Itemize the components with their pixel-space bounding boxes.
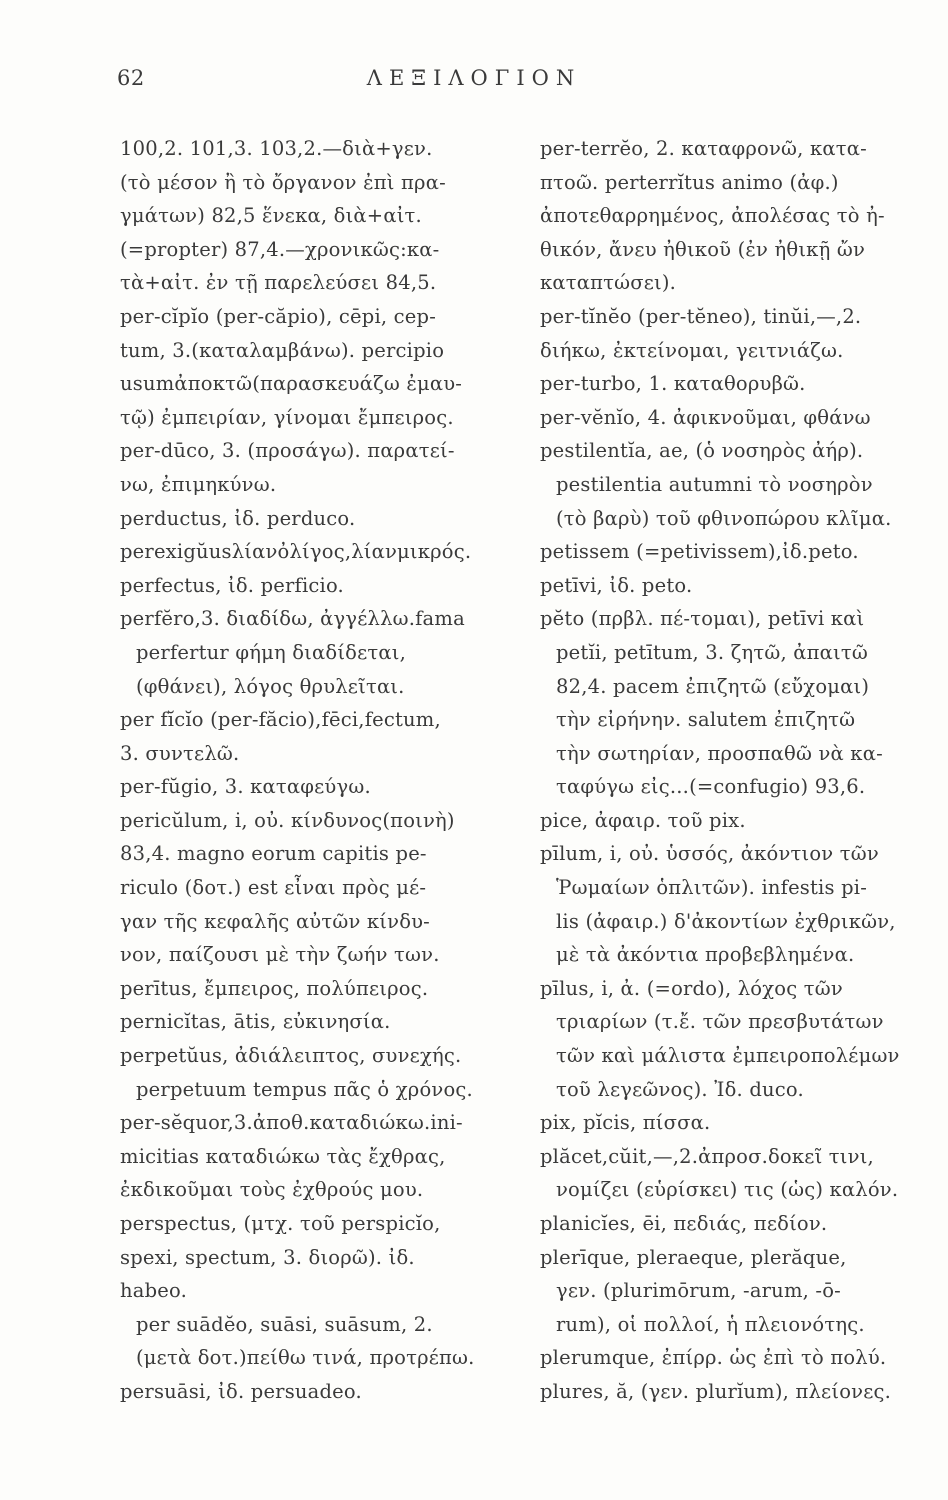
dictionary-line: (=propter) 87,4.—χρονικῶς:κα-	[120, 237, 440, 261]
dictionary-line: per-dūco, 3. (προσάγω). παρατεί-	[120, 439, 455, 463]
dictionary-line: ταφύγω εἰς...(=confugio) 93,6.	[556, 775, 866, 799]
dictionary-line: riculo (δοτ.) est εἶναι πρὸς μέ-	[120, 876, 427, 900]
dictionary-line: pĕto (πρβλ. πέ-τομαι), petīvi καὶ	[540, 607, 865, 631]
running-title: ΛΕΞΙΛΟΓΙΟΝ	[366, 66, 582, 90]
dictionary-line: pestilentia autumni τὸ νοσηρὸν	[556, 472, 873, 496]
dictionary-line: per-turbo, 1. καταθορυβῶ.	[540, 372, 806, 396]
dictionary-line: πτοῶ. perterrĭtus animo (ἀφ.)	[540, 170, 839, 194]
dictionary-line: plăcet,cŭit,—,2.ἀπροσ.δοκεῖ τινι,	[540, 1144, 874, 1168]
dictionary-line: perītus, ἔμπειρος, πολύπειρος.	[120, 976, 429, 1000]
dictionary-line: pix, pĭcis, πίσσα.	[540, 1111, 711, 1135]
dictionary-line: perpetŭus, ἀδιάλειπτος, συνεχής.	[120, 1044, 462, 1068]
dictionary-line: pericŭlum, i, οὐ. κίνδυνος(ποινὴ)	[120, 808, 455, 832]
dictionary-line: persuāsi, ἰδ. persuadeo.	[120, 1379, 362, 1403]
dictionary-line: micitias καταδιώκω τὰς ἔχθρας,	[120, 1144, 446, 1168]
dictionary-line: (μετὰ δοτ.)πείθω τινά, προτρέπω.	[136, 1346, 475, 1370]
dictionary-line: spexi, spectum, 3. διορῶ). ἰδ.	[120, 1245, 415, 1269]
dictionary-line: planicĭes, ēi, πεδιάς, πεδίον.	[540, 1212, 828, 1235]
left-column	[120, 132, 516, 1409]
dictionary-line: ἀποτεθαρρημένος, ἀπολέσας τὸ ἠ-	[540, 204, 885, 228]
right-column	[540, 132, 938, 1409]
dictionary-line: pernicĭtas, ātis, εὐκινησία.	[120, 1010, 391, 1034]
dictionary-line: νον, παίζουσι μὲ τὴν ζωήν των.	[120, 943, 440, 967]
dictionary-line: pīlum, i, οὐ. ὑσσός, ἀκόντιον τῶν	[540, 842, 879, 866]
dictionary-line: habeo.	[120, 1279, 188, 1303]
page-header	[0, 66, 948, 96]
dictionary-line: per-tĭnĕo (per-tĕneo), tinŭi,—,2.	[540, 304, 862, 328]
dictionary-line: per fĭcĭo (per-făcio),fēci,fectum,	[120, 708, 441, 732]
dictionary-line: pestilentĭa, ae, (ὁ νοσηρὸς ἀήρ).	[540, 439, 864, 463]
dictionary-line: νω, ἐπιμηκύνω.	[120, 472, 277, 496]
dictionary-line: τοῦ λεγεῶνος). Ἰδ. duco.	[556, 1077, 804, 1101]
dictionary-line: petissem (=petivissem),ἰδ.peto.	[540, 540, 859, 564]
dictionary-line: petĭi, petītum, 3. ζητῶ, ἀπαιτῶ	[556, 640, 868, 664]
dictionary-line: tum, 3.(καταλαμβάνω). percipio	[120, 338, 445, 362]
dictionary-line: perductus, ἰδ. perduco.	[120, 506, 356, 530]
dictionary-line: τὴν εἰρήνην. salutem ἐπιζητῶ	[556, 708, 856, 732]
dictionary-line: (φθάνει), λόγος θρυλεῖται.	[136, 674, 405, 698]
dictionary-line: διήκω, ἐκτείνομαι, γειτνιάζω.	[540, 338, 844, 362]
dictionary-line: τῷ) ἐμπειρίαν, γίνομαι ἔμπειρος.	[120, 405, 454, 429]
dictionary-line: lis (ἀφαιρ.) δ'ἀκοντίων ἐχθρικῶν,	[556, 909, 896, 933]
dictionary-line: τὴν σωτηρίαν, προσπαθῶ νὰ κα-	[556, 741, 883, 765]
dictionary-line: per-fŭgio, 3. καταφεύγω.	[120, 775, 371, 799]
dictionary-line: rum), οἱ πολλοί, ἡ πλειονότης.	[556, 1312, 865, 1336]
dictionary-line: pice, ἀφαιρ. τοῦ pix.	[540, 808, 746, 832]
dictionary-line: 100,2. 101,3. 103,2.—διὰ+γεν.	[120, 137, 433, 160]
dictionary-line: per-terrĕo, 2. καταφρονῶ, κατα-	[540, 137, 867, 160]
dictionary-line: usumἀποκτῶ(παρασκευάζω ἐμαυ-	[120, 372, 463, 396]
dictionary-line: petīvi, ἰδ. peto.	[540, 573, 693, 597]
dictionary-line: plerīque, pleraeque, plerăque,	[540, 1245, 847, 1269]
dictionary-line: plerumque, ἐπίρρ. ὡς ἐπὶ τὸ πολύ.	[540, 1346, 887, 1370]
dictionary-line: ἐκδικοῦμαι τοὺς ἐχθρούς μου.	[120, 1178, 424, 1202]
dictionary-line: καταπτώσει).	[540, 271, 677, 295]
dictionary-line: per-sĕquor,3.ἀποθ.καταδιώκω.ini-	[120, 1111, 463, 1135]
dictionary-line: per suādĕo, suāsi, suāsum, 2.	[136, 1312, 433, 1336]
dictionary-line: θικόν, ἄνευ ἠθικοῦ (ἐν ἠθικῇ ὤν	[540, 237, 866, 261]
dictionary-line: perexigŭusλίανὀλίγος,λίανμικρός.	[120, 540, 472, 564]
dictionary-line: γεν. (plurimōrum, -arum, -ō-	[556, 1279, 841, 1303]
dictionary-line: pīlus, i, ἀ. (=ordo), λόχος τῶν	[540, 976, 843, 1000]
dictionary-line: γαν τῆς κεφαλῆς αὐτῶν κίνδυ-	[120, 909, 430, 933]
dictionary-line: (τὸ μέσον ἢ τὸ ὄργανον ἐπὶ πρα-	[120, 170, 446, 194]
dictionary-line: perpetuum tempus πᾶς ὁ χρόνος.	[136, 1077, 473, 1101]
dictionary-line: μὲ τὰ ἀκόντια προβεβλημένα.	[556, 943, 855, 967]
dictionary-line: Ῥωμαίων ὁπλιτῶν). infestis pi-	[556, 876, 868, 900]
dictionary-line: plures, ă, (γεν. plurĭum), πλείονες.	[540, 1379, 892, 1403]
dictionary-line: perfectus, ἰδ. perficio.	[120, 573, 344, 597]
dictionary-line: perfĕro,3. διαδίδω, ἀγγέλλω.fama	[120, 607, 465, 631]
dictionary-line: τὰ+αἰτ. ἐν τῇ παρελεύσει 84,5.	[120, 271, 437, 295]
dictionary-line: 82,4. pacem ἐπιζητῶ (εὔχομαι)	[556, 674, 870, 698]
dictionary-line: νομίζει (εὑρίσκει) τις (ὡς) καλόν.	[556, 1178, 899, 1202]
dictionary-line: 83,4. magno eorum capitis pe-	[120, 842, 427, 866]
dictionary-line: τῶν καὶ μάλιστα ἐμπειροπολέμων	[556, 1044, 900, 1068]
dictionary-line: 3. συντελῶ.	[120, 741, 240, 765]
dictionary-line: per-cĭpĭo (per-căpio), cēpi, cep-	[120, 304, 437, 328]
page-number: 62	[117, 66, 145, 90]
dictionary-line: τριαρίων (τ.ἔ. τῶν πρεσβυτάτων	[556, 1010, 884, 1034]
dictionary-line: perspectus, (μτχ. τοῦ perspicĭo,	[120, 1212, 441, 1235]
dictionary-line: γμάτων) 82,5 ἕνεκα, διὰ+αἰτ.	[120, 204, 422, 228]
dictionary-line: perfertur φήμη διαδίδεται,	[136, 640, 407, 664]
dictionary-line: per-vĕnĭo, 4. ἀφικνοῦμαι, φθάνω	[540, 405, 871, 429]
dictionary-line: (τὸ βαρὺ) τοῦ φθινοπώρου κλῖμα.	[556, 506, 892, 530]
